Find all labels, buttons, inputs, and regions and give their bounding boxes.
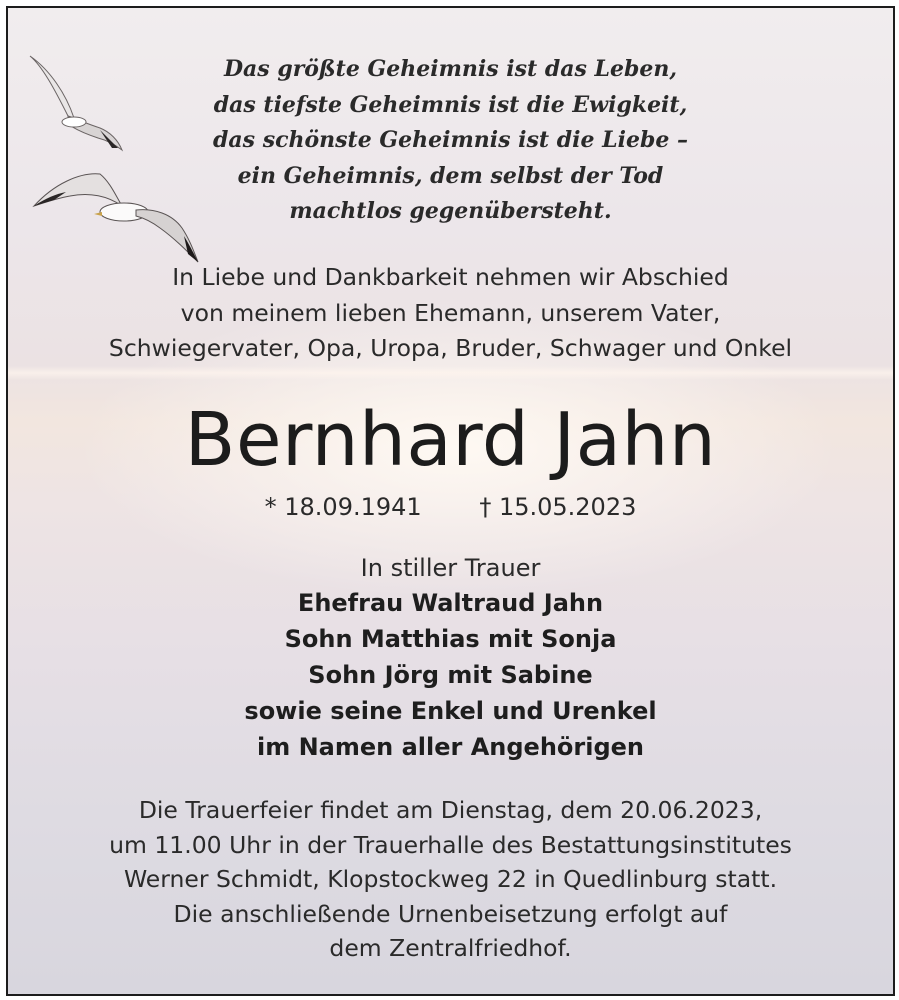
quote-line: das schönste Geheimnis ist die Liebe – xyxy=(213,127,688,153)
horizon-glow xyxy=(8,366,893,380)
service-line: Die Trauerfeier findet am Dienstag, dem 20.06.2023, xyxy=(138,796,763,824)
service-details xyxy=(8,793,893,966)
mourner-line: Sohn Jörg mit Sabine xyxy=(308,661,593,689)
birth-date: * 18.09.1941 xyxy=(264,493,422,521)
farewell-text xyxy=(8,260,893,367)
service-line: Werner Schmidt, Klopstockweg 22 in Quedlinburg statt. xyxy=(123,865,778,893)
farewell-line: von meinem lieben Ehemann, unserem Vater, xyxy=(180,298,721,327)
quote-line: das tiefste Geheimnis ist die Ewigkeit, xyxy=(213,91,688,118)
service-line: um 11.00 Uhr in der Trauerhalle des Bestattungsinstitutes xyxy=(109,830,792,859)
mourners-list xyxy=(8,585,893,765)
memorial-quote xyxy=(8,52,893,230)
farewell-line: In Liebe und Dankbarkeit nehmen wir Abschied xyxy=(172,263,729,291)
mourner-line: Sohn Matthias mit Sonja xyxy=(284,625,617,653)
mourner-line: sowie seine Enkel und Urenkel xyxy=(244,697,657,725)
death-date: † 15.05.2023 xyxy=(479,493,637,521)
farewell-line: Schwiegervater, Opa, Uropa, Bruder, Schwager und Onkel xyxy=(108,334,793,362)
quote-line: ein Geheimnis, dem selbst der Tod xyxy=(237,162,664,189)
service-line: Die anschließende Urnenbeisetzung erfolgt auf xyxy=(173,899,728,928)
obituary-card xyxy=(6,6,895,996)
deceased-name: Bernhard Jahn xyxy=(184,397,717,483)
life-dates xyxy=(8,491,893,523)
quote-line: Das größte Geheimnis ist das Leben, xyxy=(223,56,678,82)
service-line: dem Zentralfriedhof. xyxy=(329,934,572,962)
quote-line: machtlos gegenübersteht. xyxy=(289,198,612,224)
mourning-heading: In stiller Trauer xyxy=(360,554,541,582)
mourner-line: Ehefrau Waltraud Jahn xyxy=(297,589,604,617)
mourner-line: im Namen aller Angehörigen xyxy=(256,733,644,761)
